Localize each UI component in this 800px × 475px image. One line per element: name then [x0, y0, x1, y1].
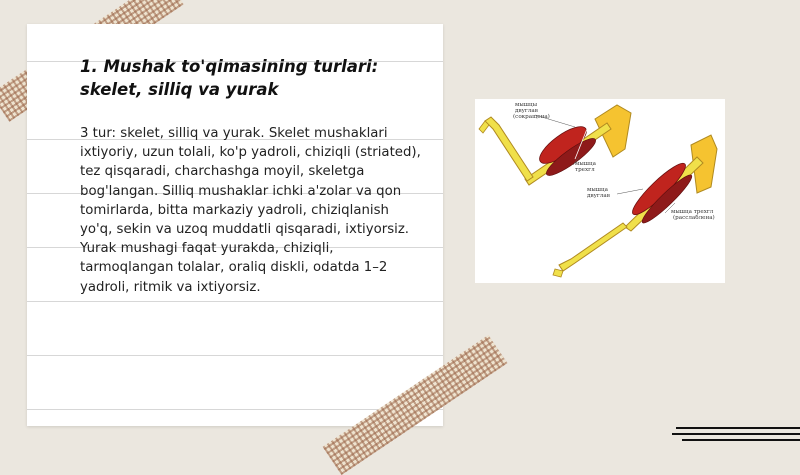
label-biceps-contracted-1: мышцы	[515, 102, 538, 108]
slide-title	[80, 55, 420, 101]
label-triceps-2: трехгл	[575, 167, 595, 173]
label-triceps-relaxed-1: мышца трехгл	[671, 209, 714, 215]
label-biceps-1: мышца	[587, 187, 608, 193]
arm-flexed	[479, 105, 631, 185]
label-biceps-2: двуглав	[587, 193, 610, 199]
decorative-lines	[672, 424, 800, 444]
label-triceps-relaxed-2: (расслаблена)	[673, 215, 715, 221]
label-biceps-contracted-2: двуглав	[515, 108, 538, 114]
slide-title-line-2: skelet, silliq va yurak	[80, 80, 279, 99]
label-triceps-1: мышца	[575, 161, 596, 167]
muscle-anatomy-figure	[475, 99, 725, 283]
slide-body-text: 3 tur: skelet, silliq va yurak. Skelet mushaklari ixtiyoriy, uzun tolali, ko'p yadroli, chiziqli (striated), tez qisqaradi, charchashga moyil, skeletga bog'langan. Silliq mushaklar ichki a'zolar va qon tomirlarda, bitta markaziy yadroli, chiziqlanish yo'q, sekin va uzoq muddatli qisqaradi, ixtiyorsiz. Yurak mushagi faqat yurakda, chiziqli, tarmoqlangan tolalar, oraliq diskli, odatda 1–2 yadroli, ritmik va ixtiyorsiz.	[80, 126, 421, 295]
slide-title-line-1: 1. Mushak to'qimasining turlari:	[80, 57, 379, 76]
label-biceps-contracted-3: (сокращена)	[513, 114, 550, 120]
arm-muscles-illustration	[475, 99, 725, 283]
